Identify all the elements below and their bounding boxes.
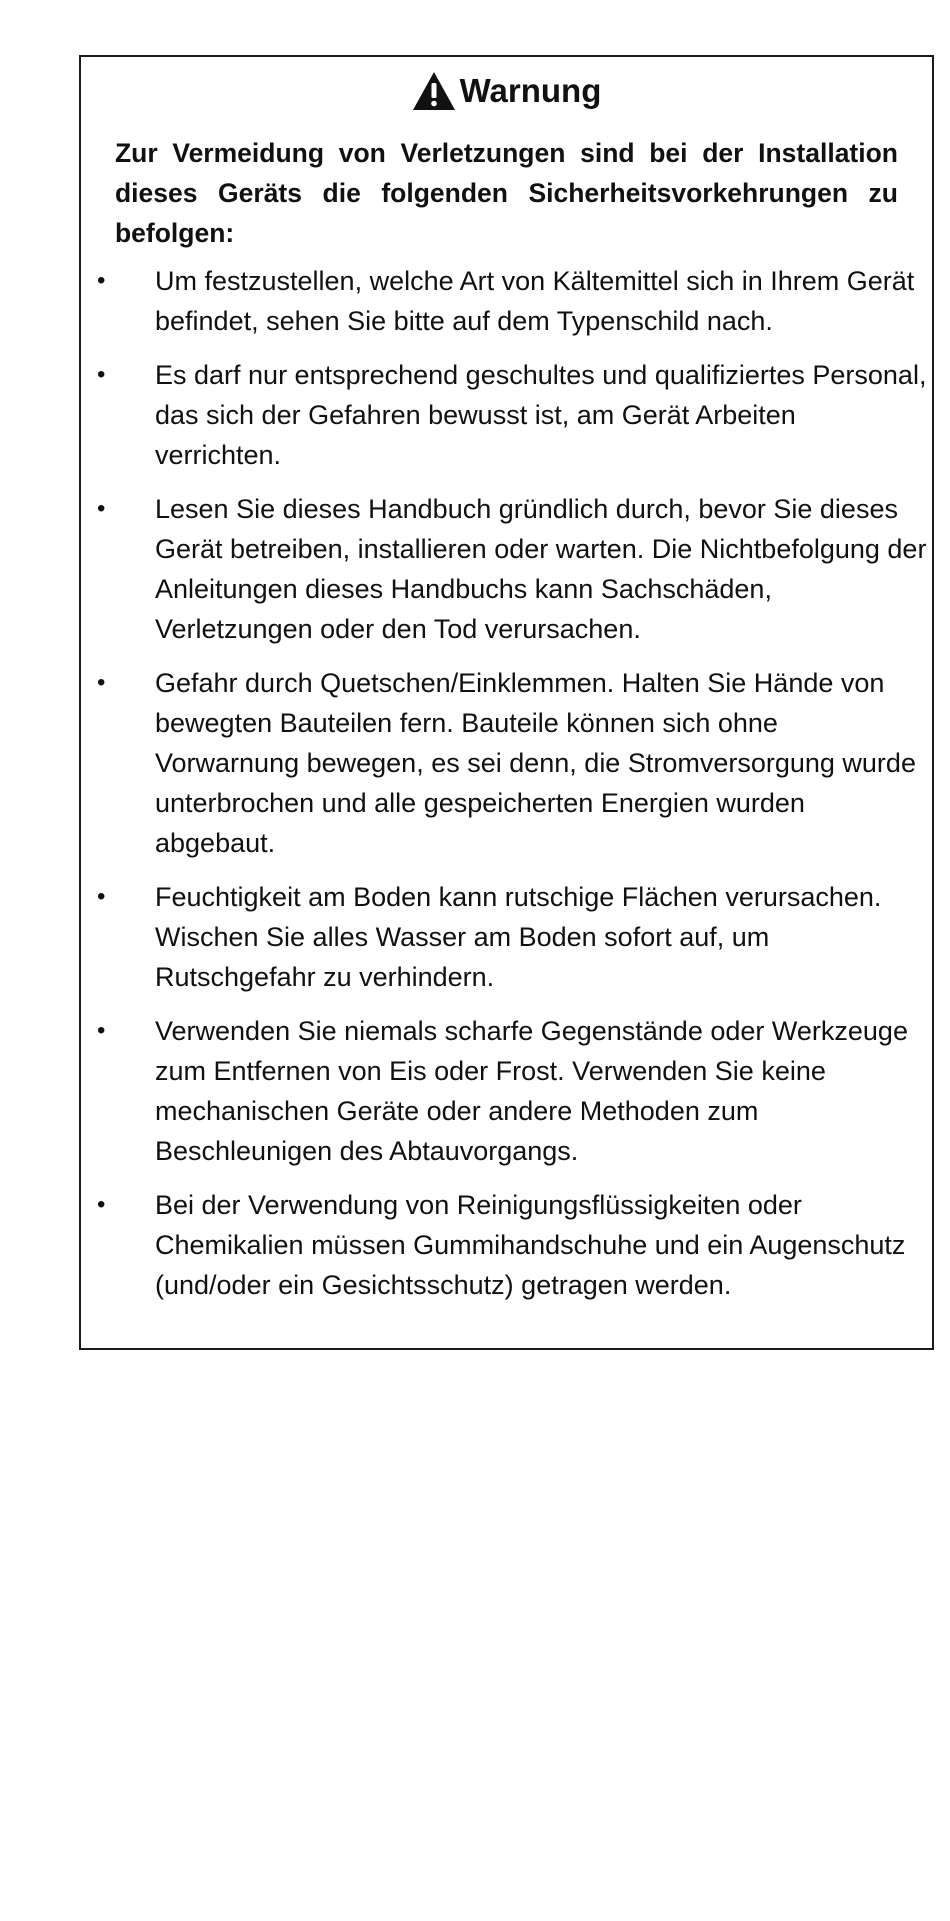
warning-triangle-icon	[412, 71, 456, 111]
list-item	[81, 355, 932, 475]
list-item	[81, 1011, 932, 1171]
bullet: •	[97, 669, 106, 696]
bullet: •	[97, 361, 106, 388]
warning-title-row	[81, 63, 932, 119]
list-item	[81, 877, 932, 997]
bullet: •	[97, 883, 106, 910]
list-item-text: Gefahr durch Quetschen/Einklemmen. Halten Sie Hände von bewegten Bauteilen fern. Bauteile können sich ohne Vorwarnung bewegen, es sei denn, die Stromversorgung wurde unterbrochen und alle gespeicherten Energien wurden abgebaut.	[155, 668, 916, 858]
bullet: •	[97, 267, 106, 294]
list-item	[81, 663, 932, 863]
list-item	[81, 1185, 932, 1305]
warning-intro: Zur Vermeidung von Verletzungen sind bei der Installation dieses Geräts die folgenden Sicherheitsvorkehrungen zu befolgen:	[115, 138, 898, 248]
bullet: •	[97, 1191, 106, 1218]
warning-box	[79, 55, 934, 1350]
list-item-text: Verwenden Sie niemals scharfe Gegenstände oder Werkzeuge zum Entfernen von Eis oder Frost. Verwenden Sie keine mechanischen Geräte oder andere Methoden zum Beschleunigen des Abtauvorgangs.	[155, 1016, 908, 1166]
bullet: •	[97, 495, 106, 522]
list-item-text: Bei der Verwendung von Reinigungsflüssigkeiten oder Chemikalien müssen Gummihandschuhe und ein Augenschutz (und/oder ein Gesichtsschutz) getragen werden.	[155, 1190, 906, 1300]
list-item	[81, 489, 932, 649]
bullet: •	[97, 1017, 106, 1044]
list-item-text: Es darf nur entsprechend geschultes und qualifiziertes Personal, das sich der Gefahren bewusst ist, am Gerät Arbeiten verrichten.	[155, 360, 927, 470]
list-item-text: Lesen Sie dieses Handbuch gründlich durch, bevor Sie dieses Gerät betreiben, installieren oder warten. Die Nichtbefolgung der Anleitungen dieses Handbuchs kann Sachschäden, Verletzungen oder den Tod verursachen.	[155, 494, 927, 644]
list-item	[81, 261, 932, 341]
list-item-text: Um festzustellen, welche Art von Kältemittel sich in Ihrem Gerät befindet, sehen Sie bitte auf dem Typenschild nach.	[155, 266, 915, 336]
list-item-text: Feuchtigkeit am Boden kann rutschige Flächen verursachen. Wischen Sie alles Wasser am Boden sofort auf, um Rutschgefahr zu verhindern.	[155, 882, 882, 992]
safety-list	[81, 261, 932, 1319]
warning-title: Warnung	[459, 72, 602, 109]
